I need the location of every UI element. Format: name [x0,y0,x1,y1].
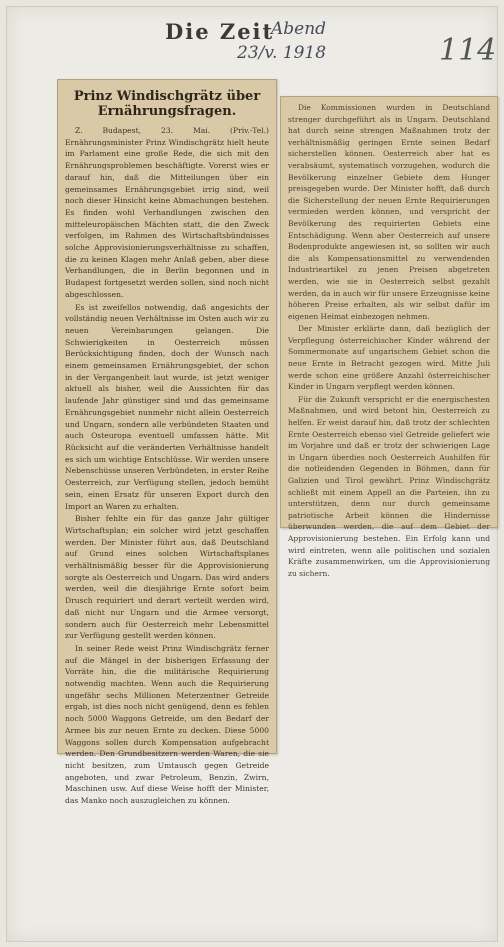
handwritten-date: 23/v. 1918 [237,43,327,63]
clipping-left-column [57,79,277,806]
newspaper-masthead: Die Zeit [165,19,275,44]
article-paragraph: Bisher fehlte ein für das ganze Jahr gültiger Wirtschaftsplan; ein solcher wird jetzt geschaffen werden. Der Minister führt aus, daß Deutschland auf Grund eines solchen Wirtschaftsplanes verhältnismäßig besser für die Approvisionierung sorgte als Oesterreich und Ungarn. Das wird anders werden, weil die diesjährige Ernte sofort beim Drusch requiriert und derart verteilt werden wird, daß nicht nur Ungarn und die Armee versorgt, sondern auch für Oesterreich mehr Lebensmittel zur Verfügung gestellt werden können. [65,514,269,641]
article-headline: Prinz Windischgrätz über Ernährungsfragen. [73,89,261,119]
article-paragraph: Die Kommissionen wurden in Deutschland strenger durchgeführt als in Ungarn. Deutschland hat durch seine strengen Maßnahmen trotz der verhältnismäßig geringen Ernte seinen Bedarf sicherstellen können. Oesterreich aber hat es verabsäumt, systematisch vorzugehen, wodurch die Bevölkerung einzelner Gebiete dem Hunger preisgegeben wurde. Der Minister hofft, daß durch die Sicherstellung der neuen Ernte Requirierungen vermieden werden können, und verspricht der Bevölkerung des requirierten Gebiets eine Entschädigung. Wenn aber Oesterreich auf unsere Bodenprodukte angewiesen ist, so sollten wir auch die als Kompensationsmittel zu verwendenden Industrieartikel zu jenen Preisen abgetreten werden, wie sie in Oesterreich selbst gezahlt werden, da in auch wir für unsere Erzeugnisse keine höheren Preise erhalten, als wir selbst dafür im eigenen Heimat einbezogen nehmen. [288,103,490,321]
article-paragraph: Es ist zweifellos notwendig, daß angesichts der vollständig neuen Verhältnisse im Osten auch wir zu neuen Vereinbarungen gelangen. Die Schwierigkeiten in Oesterreich müssen Berücksichtigung finden, doch der Wunsch nach einem gemeinsamen Ernährungsgebiet, der schon in der Vergangenheit laut wurde, ist jetzt weniger aktuell als bisher, weil die Aussichten für das laufende Jahr günstiger sind und das gemeinsame Ernährungsgebiet nunmehr nicht allein Oesterreich und Ungarn, sondern alle verbündeten Staaten und auch Osteuropa eventuell umfassen hätte. Mit Rücksicht auf die veränderten Verhältnisse handelt es sich um wichtige Entschlüsse. Wir werden unsere Nebenschüsse unseren Verbündeten, in erster Reihe Oesterreich, zur Verfügung stellen, jedoch bemüht sein, einen Ersatz für unseren Export durch den Import an Waren zu erhalten. [65,302,269,511]
handwritten-edition-note: Abend [271,19,327,39]
article-paragraph: Z. Budapest, 23. Mai. (Priv.-Tel.) Ernährungsminister Prinz Windischgrätz hielt heute im Parlament eine große Rede, die sich mit den Ernährungsproblemen beschäftigte. Vorerst wies er darauf hin, daß die Mitteilungen über ein gemeinsames Ernährungsgebiet irrig sind, weil noch dieser Hinsicht keine Abmachungen bestehen. Es finden wohl Verhandlungen zwischen den mitteleuropäischen Mächten statt, die den Zweck verfolgen, im Rahmen des Wirtschaftsbündnisses solche Approvisionierungsverhältnisse zu schaffen, die zu keinen Klagen mehr Anlaß geben, aber diese Verhandlungen, die in Berlin begonnen und in Budapest fortgesetzt werden sollen, sind noch nicht abgeschlossen. [65,126,269,299]
article-paragraph: Für die Zukunft verspricht er die energischesten Maßnahmen, und wird betont hin, Oesterreich zu helfen. Er weist darauf hin, daß trotz der schlechten Ernte Oesterreich ebenso viel Getreide geliefert wie im Vorjahre und daß er trotz der schwierigen Lage in Ungarn überdies noch Oesterreich Aushilfen für die notleidenden Gegenden in Böhmen, dann für Galizien und Tirol gewährt. Prinz Windischgrätz schließt mit einem Appell an die Parteien, ihn zu unterstützen, denn nur durch gemeinsame patriotische Arbeit können die Hindernisse überwunden werden, die auf dem Gebiet der Approvisionierung bestehen. Ein Erfolg kann und wird eintreten, wenn alle politischen und sozialen Kräfte zusammenwirken, um die Approvisionierung zu sichern. [288,394,490,578]
article-paragraph: In seiner Rede weist Prinz Windischgrätz ferner auf die Mängel in der bisherigen Erfassung der Vorräte hin, die die militärische Requirierung notwendig machten. Wenn auch die Requirierung ungefähr sechs Millionen Meterzentner Getreide ergab, ist dies noch nicht genügend, denn es fehlen noch 5000 Waggons Getreide, um den Bedarf der Armee bis zur neuen Ernte zu decken. Diese 5000 Waggons sollen durch Kompensation aufgebracht werden. Den Grundbesitzern werden Waren, die sie nicht besitzen, zum Umtausch gegen Getreide angeboten, und zwar Petroleum, Benzin, Zwirn, Maschinen usw. Auf diese Weise hofft der Minister, das Manko noch auszugleichen zu können. [65,643,269,806]
clipping-right-column [280,96,498,578]
article-paragraph: Der Minister erklärte dann, daß bezüglich der Verpflegung österreichischer Kinder während der Sommermonate auf ungarischem Gebiet schon die neue Ernte in Betracht gezogen wird. Mitte Juli werde schon eine größere Anzahl österreichischer Kinder in Ungarn verpflegt werden können. [288,324,490,392]
handwritten-archive-number: 114 [439,33,497,68]
